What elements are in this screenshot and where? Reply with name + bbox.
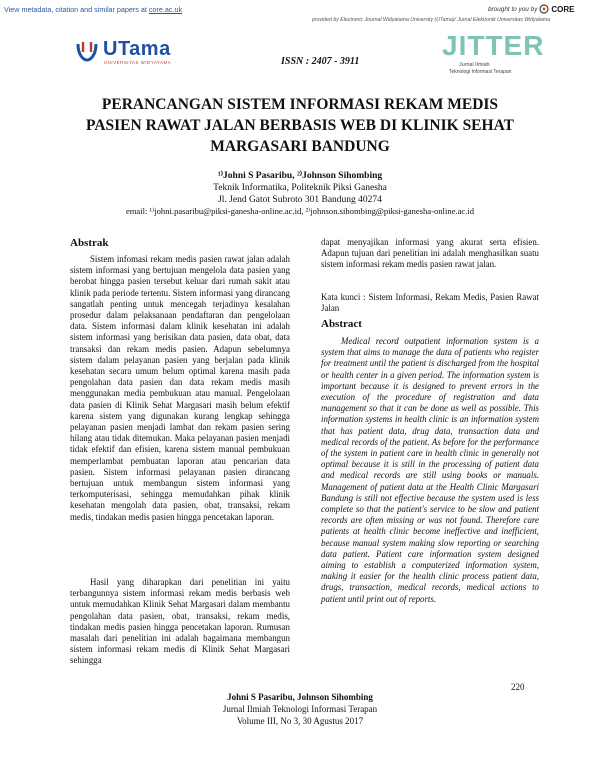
footer-volume: Volume III, No 3, 30 Agustus 2017: [236, 716, 364, 726]
page-number: 220: [511, 682, 525, 692]
abstrak-heading: Abstrak: [70, 237, 109, 249]
affiliation: Teknik Informatika, Politeknik Piksi Ganesha: [213, 183, 387, 193]
brought-by-text: brought to you by: [488, 5, 538, 13]
core-logo-icon: [539, 4, 549, 14]
abstrak-paragraph-2: Hasil yang diharapkan dari penelitian ini yaitu terbangunnya sistem informasi rekam medis berbasis web untuk memudahkan Klinik Sehat Margasari dalam membantu pengolahan data pasien, obat, transaksi, rekam medis, tindakan medis pasien hingga pencetakan laporan. Rumusan masalah dari penelitian ini adalah bagaimana membangun sistem informasi rekam medis di Klinik Sehat Margasari sehingga: [70, 577, 290, 666]
utama-subtitle: UNIVERSITAS WIDYATAMA: [104, 60, 172, 65]
jitter-subtitle-1: Jurnal Ilmiah: [459, 62, 490, 68]
core-label: CORE: [551, 4, 575, 14]
provided-by-text: provided by Electronic Journal Widyatama University (UTama)/ Jurnal Elektronik Universitas Widyatama: [312, 17, 551, 23]
author-emails: email: ¹⁾johni.pasaribu@piksi-ganesha-online.ac.id, ²⁾johnson.sihombing@piksi-ganesha-online.ac.id: [125, 206, 475, 216]
jitter-subtitle-2: Teknologi Informasi Terapan: [449, 69, 512, 75]
keywords: Kata kunci : Sistem Informasi, Rekam Medis, Pasien Rawat Jalan: [321, 292, 539, 314]
author-list: ¹⁾Johni S Pasaribu, ²⁾Johnson Sihombing: [217, 171, 383, 181]
abstrak-paragraph-3: dapat menyajikan informasi yang akurat serta efisien. Adapun tujuan dari penelitian ini adalah menghasilkan suatu sistem informasi rekam medis pasien rawat jalan.: [321, 237, 539, 270]
jitter-logo-text: JITTER: [442, 30, 545, 61]
footer-journal: Jurnal Ilmiah Teknologi Informasi Terapan: [222, 704, 378, 714]
core-badge[interactable]: [488, 4, 575, 14]
address: Jl. Jend Gatot Subroto 301 Bandung 40274: [218, 195, 382, 205]
abstract-paragraph: Medical record outpatient information system is a system that aims to manage the data of patients who register for treatment until the patient is discharged from the hospital or health center in a given period. The information system is important because it is designed to prevent errors in the execution of the procedure of registration and data management so that it can be done as well as possible. This information systems in health clinic is an information system that has patient data, drug data, transaction data and medical records of the patient. As before for the performance of the system in patient care in health clinic in generally not optimal because it is still in the processing of patient data and medical records are still using books or manuals. Management of patient data at the Health Clinic Margasari Bandung is still not effective because the system used is less complete so that the patient's service to be slow and patient records are often missing or was not found. Therefore care patients at health clinic become ineffective and inefficient, because manual system making slow reporting or searching data patient. Patient care information system designed aiming to establish a computerized information system, making it easier for the health clinic process patient data, drugs, transaction, medical records, medical actions to patient until print out of reports.: [321, 336, 539, 604]
abstract-heading: Abstract: [321, 318, 362, 330]
abstrak-paragraph-1: Sistem infomasi rekam medis pasien rawat jalan adalah sistem informasi yang bertujuan mengelola data pasien yang berobat hingga pasien tersebut keluar dari rumah sakit atau klinik pada periode tertentu. Sistem informasi yang dirancang sangatlah penting untuk mencegah terjadinya kesalahan prosedur dalam pelaksanaan pendaftaran dan pengelolaan data. Sistem informasi dalam klinik kesehatan ini adalah sistem informasi yang berisikan data pasien, data obat, data transaksi dan rekam medis pasien. Adapun sebelumnya sistem dalam pelayanan pasien yang berjalan pada klinik kesehatan secara umum belum optimal karena masih pada pengolahan data pasien dan data rekam medis masih menggunakan media pembukuan atau manual. Pengelolaan data pasien di Klinik Sehat Margasari masih belum efektif karena sistem yang digunakan kurang lengkap sehingga pelayanan pasien menjadi lambat dan rekam pasien sering hilang atau tidak ditemukan. Maka pelayanan pasien menjadi tidak efektif dan efisien, karena sistem manual pembukuan memperlambat pembuatan laporan atau pencarian data pasien. Sistem informasi pelayanan pasien dirancang bertujuan untuk membangun sistem informasi yang terkomputerisasi, sehingga memudahkan pihak klinik kesehatan mengolah data pasien, obat, transaksi, rekam medis, tindakan medis pasien hingga pencetakan laporan.: [70, 254, 290, 522]
utama-logo-text: UTama: [103, 38, 171, 60]
footer-authors: Johni S Pasaribu, Johnson Sihombing: [227, 692, 373, 702]
utama-emblem-icon: [74, 40, 100, 64]
metadata-text: View metadata, citation and similar papers at: [4, 5, 147, 14]
issn-label: ISSN : 2407 - 3911: [281, 56, 360, 67]
metadata-banner: [4, 5, 182, 14]
core-link[interactable]: core.ac.uk: [148, 5, 183, 14]
title-line: PERANCANGAN SISTEM INFORMASI REKAM MEDIS: [101, 96, 499, 113]
title-line: PASIEN RAWAT JALAN BERBASIS WEB DI KLINIK SEHAT: [86, 117, 514, 134]
paper-title: [60, 94, 540, 157]
title-line: MARGASARI BANDUNG: [210, 138, 390, 155]
